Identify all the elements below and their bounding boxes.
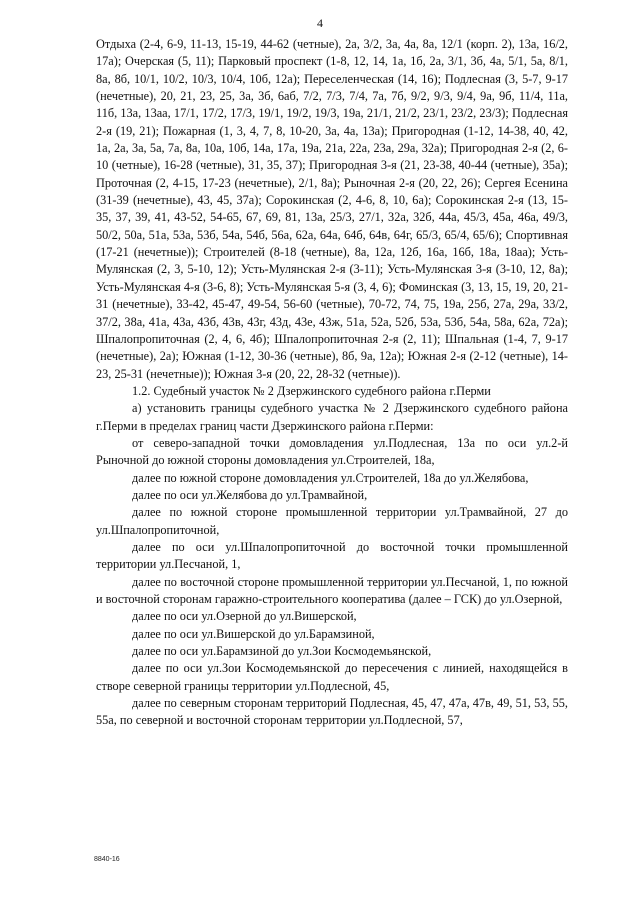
street-list-paragraph: Отдыха (2-4, 6-9, 11-13, 15-19, 44-62 (четные), 2а, 3/2, 3а, 4а, 8а, 12/1 (корп. 2), 13а, 16/2, 17а); Очерская (5, 11); Парковый проспект (1-8, 12, 14, 1а, 1б, 2а, 3/1, 3б, 4а, 5/1, 5а, 8/1, 8а, 8б, 10/1, 10/2, 10/3, 10/4, 10б, 12а); Переселенческая (14, 16); Подлесная (3, 5-7, 9-17 (нечетные), 20, 21, 23, 25, 3а, 3б, 6аб, 7/2, 7/3, 7/4, 7а, 7б, 9/2, 9/3, 9/4, 9а, 9б, 11/4, 11а, 11б, 13а, 13аа, 17/1, 17/2, 17/3, 19/1, 19/2, 19/3, 19а, 21/1, 21/2, 23/1, 23/2, 23/3); Подлесная 2-я (19, 21); Пожарная (1, 3, 4, 7, 8, 10-20, 3а, 4а, 13а); Пригородная (1-12, 14-38, 40, 42, 1а, 2а, 3а, 5а, 7а, 8а, 10а, 10б, 14а, 17а, 19а, 21а, 22а, 23а, 29а, 32а); Пригородная 2-я (2, 6-10 (четные), 16-28 (четные), 31, 35, 37); Пригородная 3-я (21, 23-38, 40-44 (четные), 35а); Проточная (2, 4-15, 17-23 (нечетные), 2/1, 8а); Рыночная 2-я (20, 22, 26); Сергея Есенина (31-39 (нечетные), 43, 45, 37а); Сорокинская (2, 4-6, 8, 10, 6а); Сорокинская 2-я (13, 15-35, 37, 39, 41, 43-52, 54-65, 67, 69, 81, 13а, 25/3, 27/1, 32а, 32б, 44а, 45/3, 45а, 46а, 49/3, 50/2, 50а, 51а, 53а, 53б, 54а, 54б, 56а, 62а, 64а, 64б, 64в, 64г, 65/3, 65/4, 65/6); Спортивная (17-21 (нечетные)); Строителей (8-18 (четные), 8а, 12а, 12б, 16а, 16б, 18а, 18аа); Усть-Мулянская (2, 3, 5-10, 12); Усть-Мулянская 2-я (3-11); Усть-Мулянская 3-я (3-10, 12, 8а); Усть-Мулянская 4-я (3-6, 8); Усть-Мулянская 5-я (3, 4, 6); Фоминская (3, 13, 15, 19, 20, 21-31 (нечетные), 33-42, 45-47, 49-54, 56-60 (четные), 70-72, 74, 75, 19а, 25б, 27а, 29а, 33/2, 37/2, 38а, 41а, 43а, 43б, 43в, 43г, 43д, 43е, 43ж, 51а, 52а, 52б, 53а, 53б, 54а, 58а, 62а, 72а); Шпалопропиточная (2, 4, 6, 4б); Шпалопропиточная 2-я (2, 11); Шпальная (1-4, 7, 9-17 (нечетные), 2а); Южная (1-12, 30-36 (четные), 8б, 9а, 12а); Южная 2-я (2-12 (четные), 14-23, 25-31 (нечетные)); Южная 3-я (20, 22, 28-32 (четные)). [96, 37, 568, 381]
boundary-paragraph: далее по южной стороне домовладения ул.Строителей, 18а до ул.Желябова, [132, 470, 529, 485]
document-code: 8840-16 [94, 856, 120, 863]
boundary-paragraph: далее по оси ул.Озерной до ул.Вишерской, [132, 609, 357, 624]
boundary-paragraph: далее по восточной стороне промышленной территории ул.Песчаной, 1, по южной и восточной сторонам гаражно-строительного кооператива (далее – ГСК) до ул.Озерной, [96, 574, 568, 606]
section-heading: 1.2. Судебный участок № 2 Дзержинского судебного района г.Перми [132, 383, 491, 398]
boundary-paragraph: далее по оси ул.Шпалопропиточной до восточной точки промышленной территории ул.Песчаной, 1, [96, 539, 568, 572]
document-body [96, 36, 568, 730]
boundary-paragraph: далее по оси ул.Вишерской до ул.Барамзиной, [132, 626, 375, 641]
boundary-paragraph: далее по южной стороне промышленной территории ул.Трамвайной, 27 до ул.Шпалопропиточной, [96, 505, 568, 537]
boundary-paragraph: далее по оси ул.Барамзиной до ул.Зои Космодемьянской, [132, 644, 432, 659]
boundary-paragraph: далее по оси ул.Желябова до ул.Трамвайной, [132, 487, 368, 502]
clause-paragraph: а) установить границы судебного участка № 2 Дзержинского судебного района г.Перми в пределах границ части Дзержинского района г.Перми: [96, 401, 568, 433]
boundary-paragraph: далее по оси ул.Зои Космодемьянской до пересечения с линией, находящейся в створе северной границы территории ул.Подлесной, 45, [96, 661, 568, 693]
boundary-paragraph: от северо-западной точки домовладения ул.Подлесная, 13а по оси ул.2-й Рыночной до южной стороны домовладения ул.Строителей, 18а, [96, 435, 568, 468]
page-number: 4 [317, 16, 323, 30]
boundary-paragraph: далее по северным сторонам территорий Подлесная, 45, 47, 47а, 47в, 49, 51, 53, 55, 55а, по северной и восточной сторонам территории ул.Подлесной, 57, [96, 696, 568, 728]
